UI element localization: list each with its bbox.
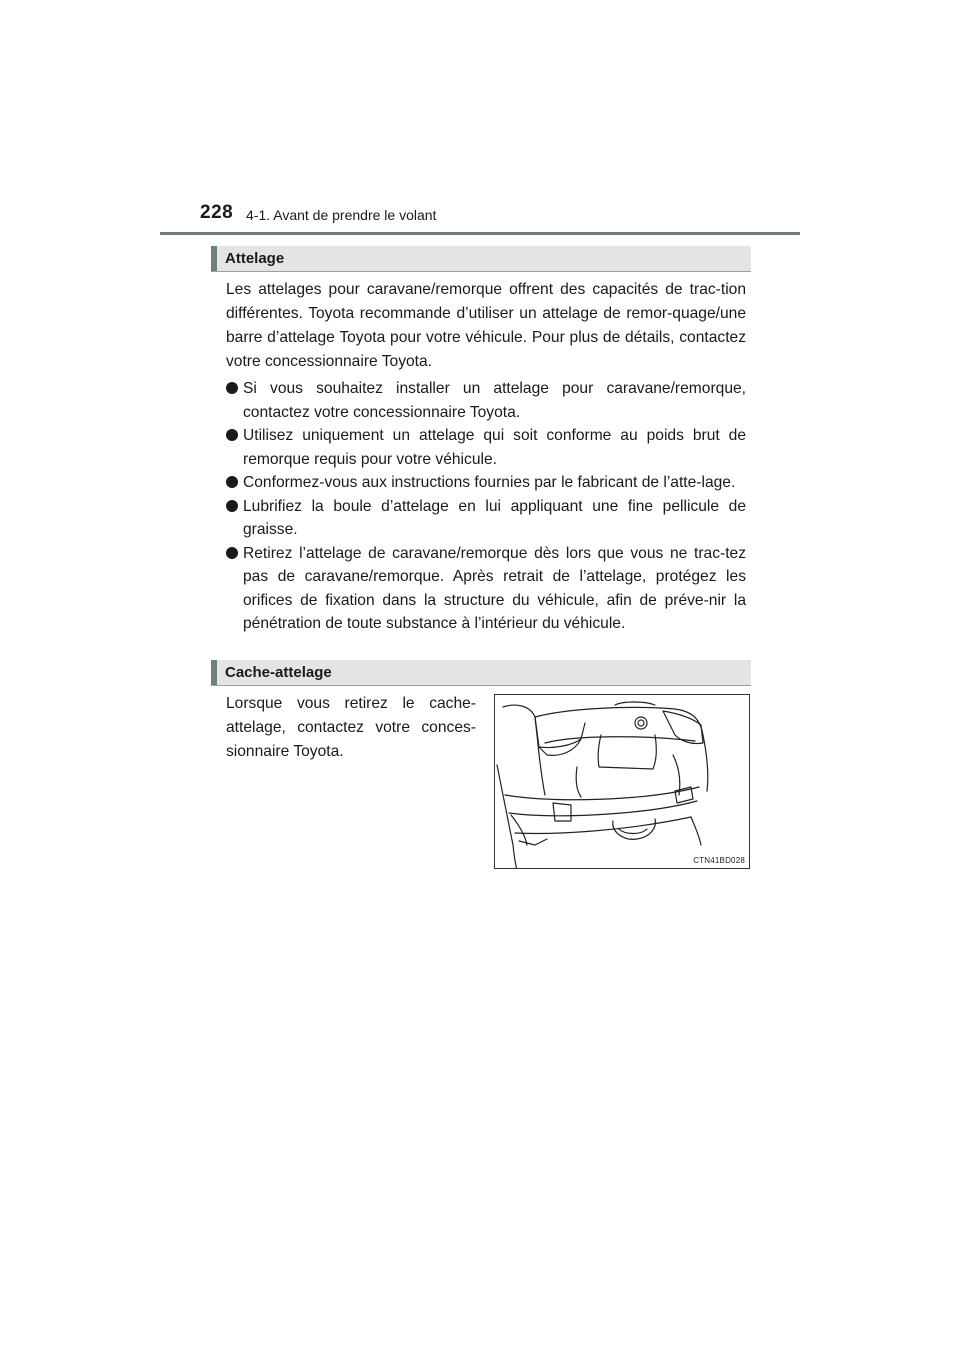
list-item-text: Utilisez uniquement un attelage qui soit conforme au poids brut de remorque requis pour votre véhicule. bbox=[243, 427, 746, 468]
section-title: Attelage bbox=[225, 250, 285, 267]
heading-bar bbox=[211, 660, 217, 685]
bullet-icon bbox=[226, 476, 238, 488]
figure-code: CTN41BD028 bbox=[693, 856, 745, 865]
car-rear-drawing bbox=[495, 695, 750, 869]
intro-paragraph: Les attelages pour caravane/remorque offrent des capacités de trac-tion différentes. Toyota recommande d’utiliser un attelage de remor-quage/une barre d’attelage Toyota pour votre véhicule. Pour plus de détails, contactez votre concessionnaire Toyota. bbox=[226, 281, 746, 370]
list-item-text: Si vous souhaitez installer un attelage pour caravane/remorque, contactez votre concessionnaire Toyota. bbox=[243, 380, 746, 421]
cache-attelage-paragraph: Lorsque vous retirez le cache-attelage, contactez votre conces-sionnaire Toyota. bbox=[226, 695, 476, 760]
bullet-icon bbox=[226, 382, 238, 394]
chapter-title: 4-1. Avant de prendre le volant bbox=[246, 207, 437, 223]
vehicle-rear-illustration bbox=[494, 694, 750, 869]
list-item bbox=[226, 424, 746, 471]
list-item bbox=[226, 542, 746, 636]
bullet-icon bbox=[226, 500, 238, 512]
list-item bbox=[226, 471, 746, 495]
list-item-text: Conformez-vous aux instructions fournies par le fabricant de l’atte-lage. bbox=[243, 474, 736, 491]
bullet-icon bbox=[226, 547, 238, 559]
section-heading-attelage bbox=[211, 246, 751, 272]
heading-bar bbox=[211, 246, 217, 271]
page-number: 228 bbox=[200, 202, 234, 223]
bullet-list bbox=[226, 377, 746, 636]
section-heading-cache-attelage bbox=[211, 660, 751, 686]
list-item-text: Retirez l’attelage de caravane/remorque dès lors que vous ne trac-tez pas de caravane/remorque. Après retrait de l’attelage, protégez les orifices de fixation dans la structure du véhicule, afin de préve-nir la pénétration de toute substance à l’intérieur du véhicule. bbox=[243, 544, 746, 632]
list-item bbox=[226, 377, 746, 424]
bullet-icon bbox=[226, 429, 238, 441]
list-item-text: Lubrifiez la boule d’attelage en lui appliquant une fine pellicule de graisse. bbox=[243, 497, 746, 538]
header-rule bbox=[160, 232, 800, 235]
list-item bbox=[226, 495, 746, 542]
section-title: Cache-attelage bbox=[225, 664, 332, 681]
